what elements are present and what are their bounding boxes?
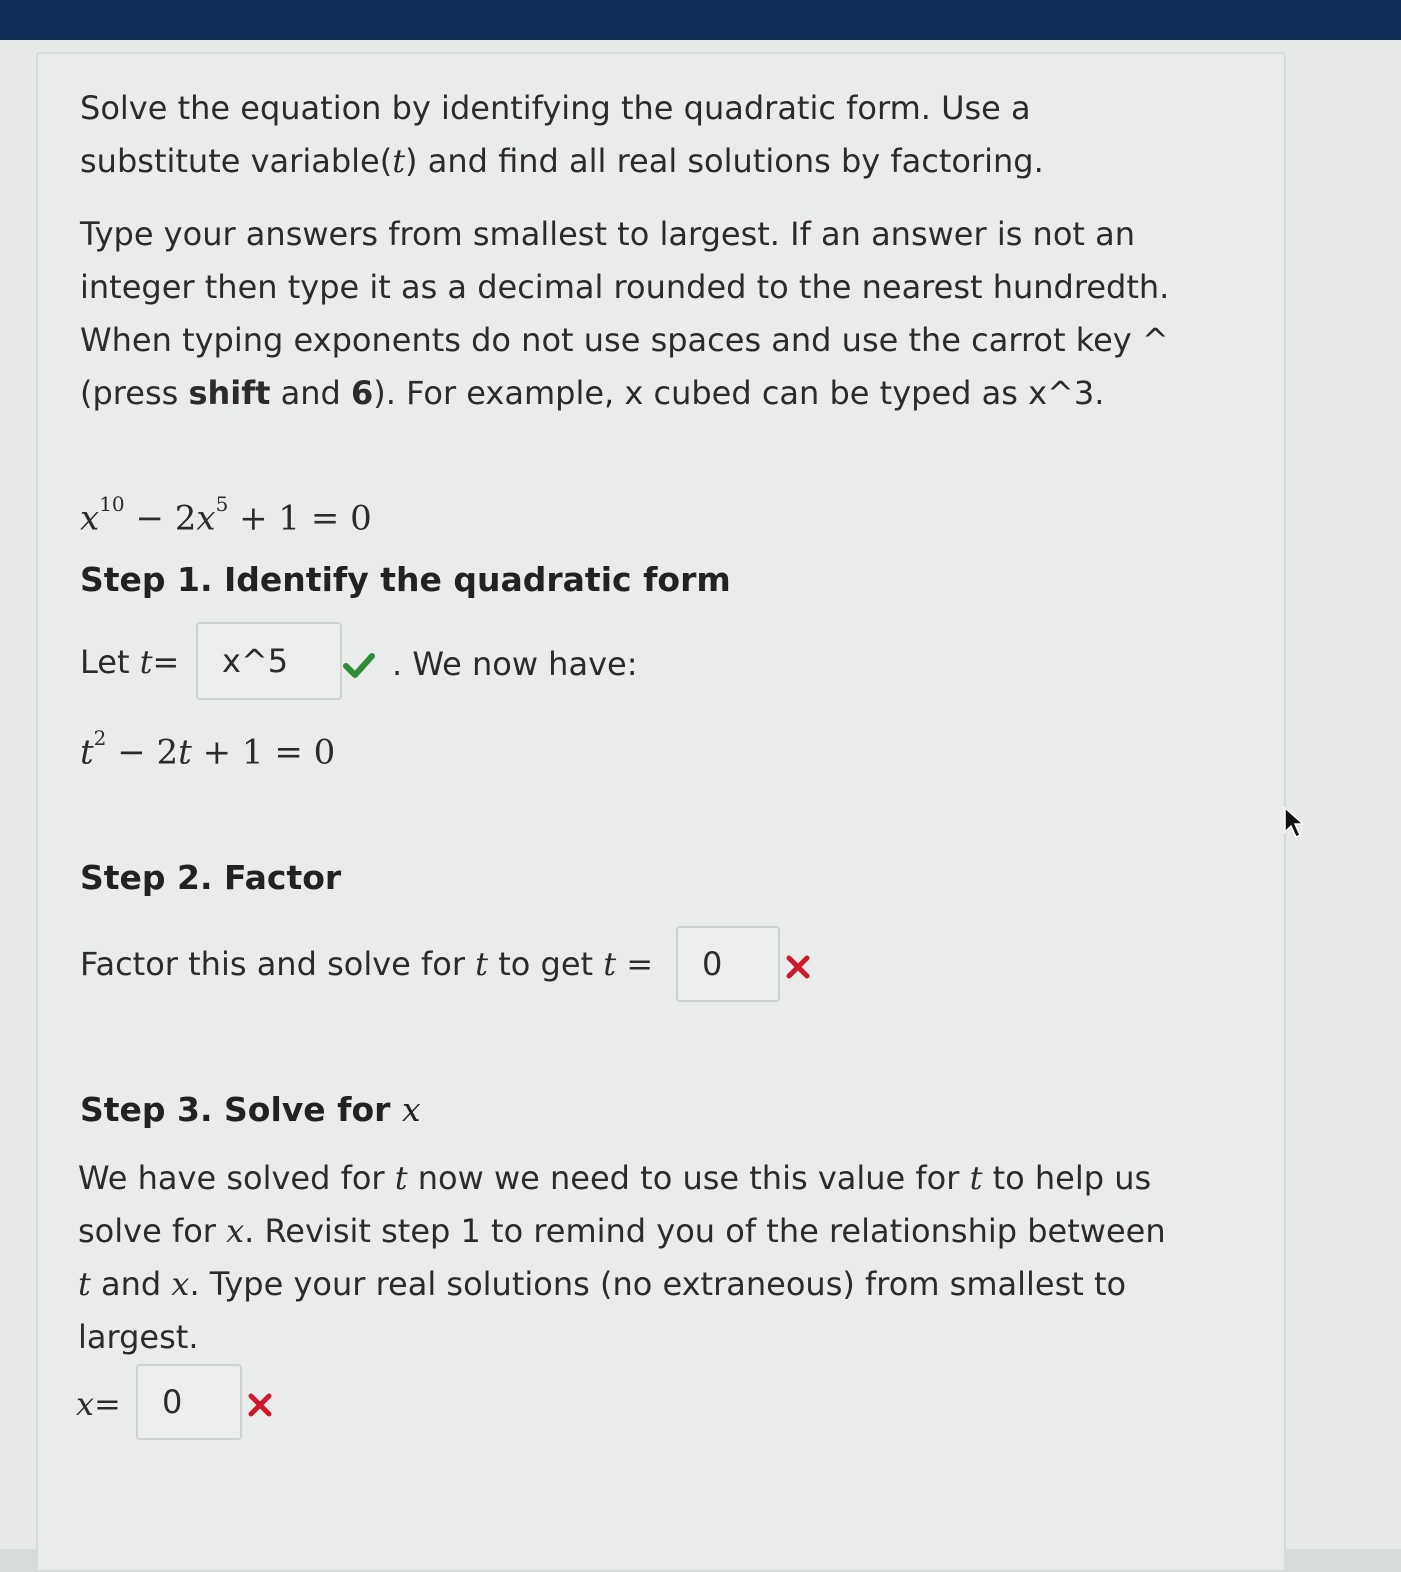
step3-x-label: x=: [76, 1385, 121, 1423]
quadratic-equation: $t^2 - 2t + 1 = 0$: [80, 726, 336, 773]
step3-paragraph: [78, 1152, 1238, 1364]
step2-text: Factor this and solve for t to get t =: [80, 945, 654, 983]
instructions-line: When typing exponents do not use spaces and use the carrot key ^: [80, 321, 1169, 359]
instructions-line: Type your answers from smallest to largest. If an answer is not an: [80, 215, 1136, 253]
step3-heading: Step 3. Solve for x: [80, 1090, 421, 1129]
instructions-paragraph-1: [80, 82, 1240, 188]
cross-icon: [247, 1392, 273, 1418]
step2-answer-input[interactable]: 0: [676, 926, 780, 1002]
step3-line: We have solved for t now we need to use this value for t to help us: [78, 1159, 1152, 1197]
step1-heading: Step 1. Identify the quadratic form: [80, 560, 731, 599]
step3-line: largest.: [78, 1318, 199, 1356]
instructions-line: integer then type it as a decimal rounded to the nearest hundredth.: [80, 268, 1170, 306]
instructions-line: Solve the equation by identifying the quadratic form. Use a: [80, 89, 1031, 127]
main-equation: $x^{10} - 2x^5 + 1 = 0$: [80, 492, 372, 539]
step1-answer-input[interactable]: x^5: [196, 622, 342, 700]
instructions-paragraph-2: [80, 208, 1240, 420]
step2-heading: Step 2. Factor: [80, 858, 342, 897]
instructions-line: (press shift and 6). For example, x cubed can be typed as x^3.: [80, 374, 1105, 412]
step3-answer-input[interactable]: 0: [136, 1364, 242, 1440]
step3-line: t and x. Type your real solutions (no extraneous) from smallest to: [78, 1265, 1127, 1303]
mouse-cursor-icon: [1282, 806, 1308, 840]
instructions-line: substitute variable(t) and find all real solutions by factoring.: [80, 142, 1044, 180]
check-icon: [342, 648, 376, 682]
step1-after-text: . We now have:: [392, 645, 638, 683]
cross-icon: [785, 954, 811, 980]
step1-let-label: Let t=: [80, 643, 180, 681]
step3-line: solve for x. Revisit step 1 to remind you of the relationship between: [78, 1212, 1166, 1250]
